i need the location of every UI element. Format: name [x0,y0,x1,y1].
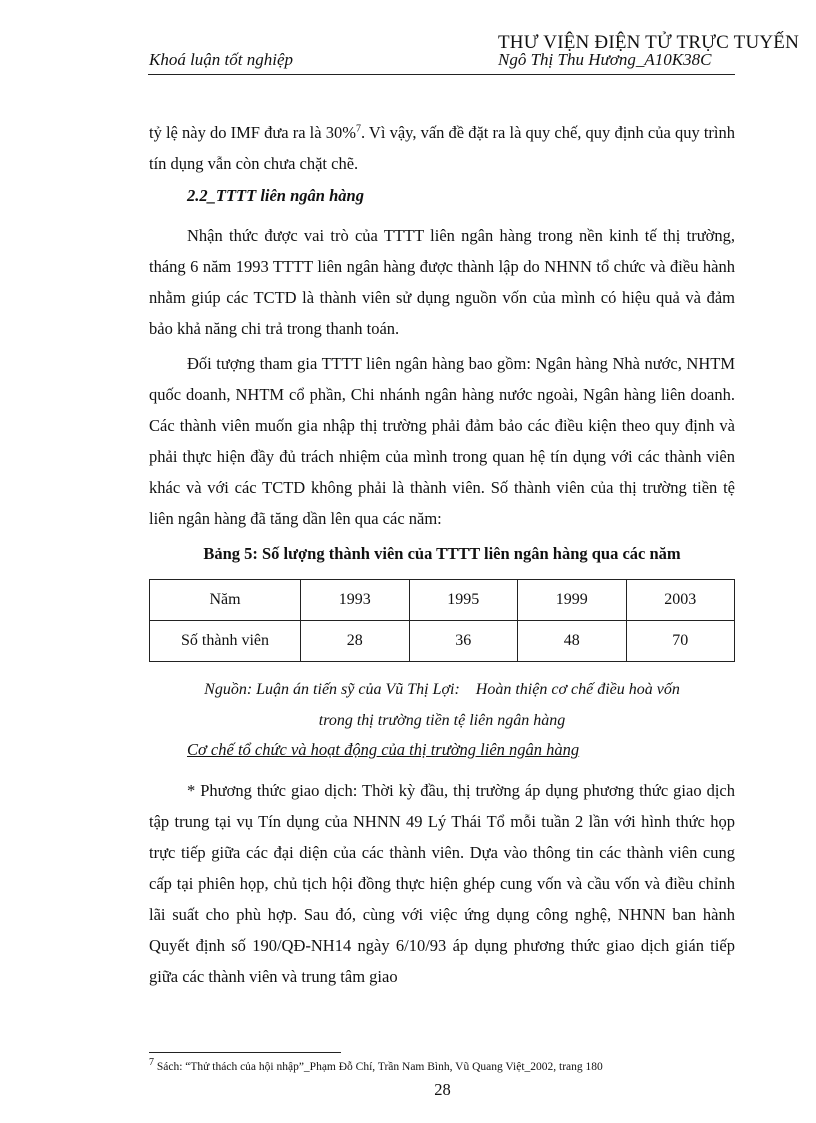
members-table [149,579,735,662]
source-line-1: Nguồn: Luận án tiến sỹ của Vũ Thị Lợi: Hoàn thiện cơ chế điều hoà vốn [204,681,680,698]
row-label: Năm [150,580,301,621]
subheading: Cơ chế tổ chức và hoạt động của thị trường liên ngân hàng [187,740,580,759]
table-cell: 28 [301,621,410,662]
table-cell: 1999 [518,580,627,621]
watermark-text: THƯ VIỆN ĐIỆN TỬ TRỰC TUYẾN [498,32,800,53]
row-label: Số thành viên [150,621,301,662]
footnote-text: Sách: “Thử thách của hội nhập”_Phạm Đỗ Chí, Trần Nam Bình, Vũ Quang Việt_2002, trang 180 [156,1061,603,1073]
body-paragraph-1 [149,220,735,344]
paragraph-text: Nhận thức được vai trò của TTTT liên ngân hàng trong nền kinh tế thị trường, tháng 6 năm 1993 TTTT liên ngân hàng được thành lập do NHNN tổ chức và điều hành nhằm giúp các TCTD là thành viên sử dụng nguồn vốn của mình có hiệu quả và đảm bảo khả năng chi trả trong thanh toán. [149,226,735,338]
source-line-2: trong thị trường tiền tệ liên ngân hàng [318,712,566,729]
intro-text-after: . Vì vậy, vấn đề đặt ra là quy chế, quy định của quy trình tín dụng vẫn còn chưa chặt chẽ. [149,123,735,173]
table-row [150,621,735,662]
table-cell: 1993 [301,580,410,621]
table-cell: 48 [518,621,627,662]
header-author: Ngô Thị Thu Hương_A10K38C [498,50,712,69]
intro-text-before: tỷ lệ này do IMF đưa ra là 30% [149,123,356,142]
footnote-number: 7 [149,1057,154,1069]
table-cell: 1995 [409,580,518,621]
table-source [149,674,735,736]
intro-paragraph [149,117,735,179]
header-divider [148,74,735,75]
table-title: Bảng 5: Số lượng thành viên của TTTT liên ngân hàng qua các năm [203,544,681,563]
paragraph-text: Đối tượng tham gia TTTT liên ngân hàng bao gồm: Ngân hàng Nhà nước, NHTM quốc doanh, NHTM cổ phần, Chi nhánh ngân hàng nước ngoài, Ngân hàng liên doanh. Các thành viên muốn gia nhập thị trường phải đảm bảo các điều kiện theo quy định và phải thực hiện đầy đủ trách nhiệm của mình trong quan hệ tín dụng với các thành viên khác và với các TCTD không phải là thành viên. Số thành viên của thị trường tiền tệ liên ngân hàng đã tăng dần lên qua các năm: [149,354,735,528]
table-cell: 2003 [626,580,735,621]
page-number: 28 [434,1080,451,1099]
section-heading: 2.2_TTTT liên ngân hàng [187,186,364,205]
header-right [498,34,816,68]
method-paragraph [149,775,735,992]
table-cell: 70 [626,621,735,662]
footnote-ref: 7 [355,123,361,135]
paragraph-text: * Phương thức giao dịch: Thời kỳ đầu, thị trường áp dụng phương thức giao dịch tập trung tại vụ Tín dụng của NHNN 49 Lý Thái Tổ mỗi tuần 2 lần với hình thức họp trực tiếp giữa các đại diện của các thành viên. Dựa vào thông tin các thành viên cung cấp tại phiên họp, chủ tịch hội đồng thực hiện ghép cung vốn và cầu vốn và điều chỉnh lãi suất cho phù hợp. Sau đó, cùng với việc ứng dụng công nghệ, NHNN ban hành Quyết định số 190/QĐ-NH14 ngày 6/10/93 áp dụng phương thức giao dịch gián tiếp giữa các thành viên và trung tâm giao [149,781,735,986]
table-row [150,580,735,621]
body-paragraph-2 [149,348,735,534]
header-title: Khoá luận tốt nghiệp [149,50,294,69]
footnote-divider [149,1052,341,1053]
footnote [149,1057,603,1073]
table-cell: 36 [409,621,518,662]
